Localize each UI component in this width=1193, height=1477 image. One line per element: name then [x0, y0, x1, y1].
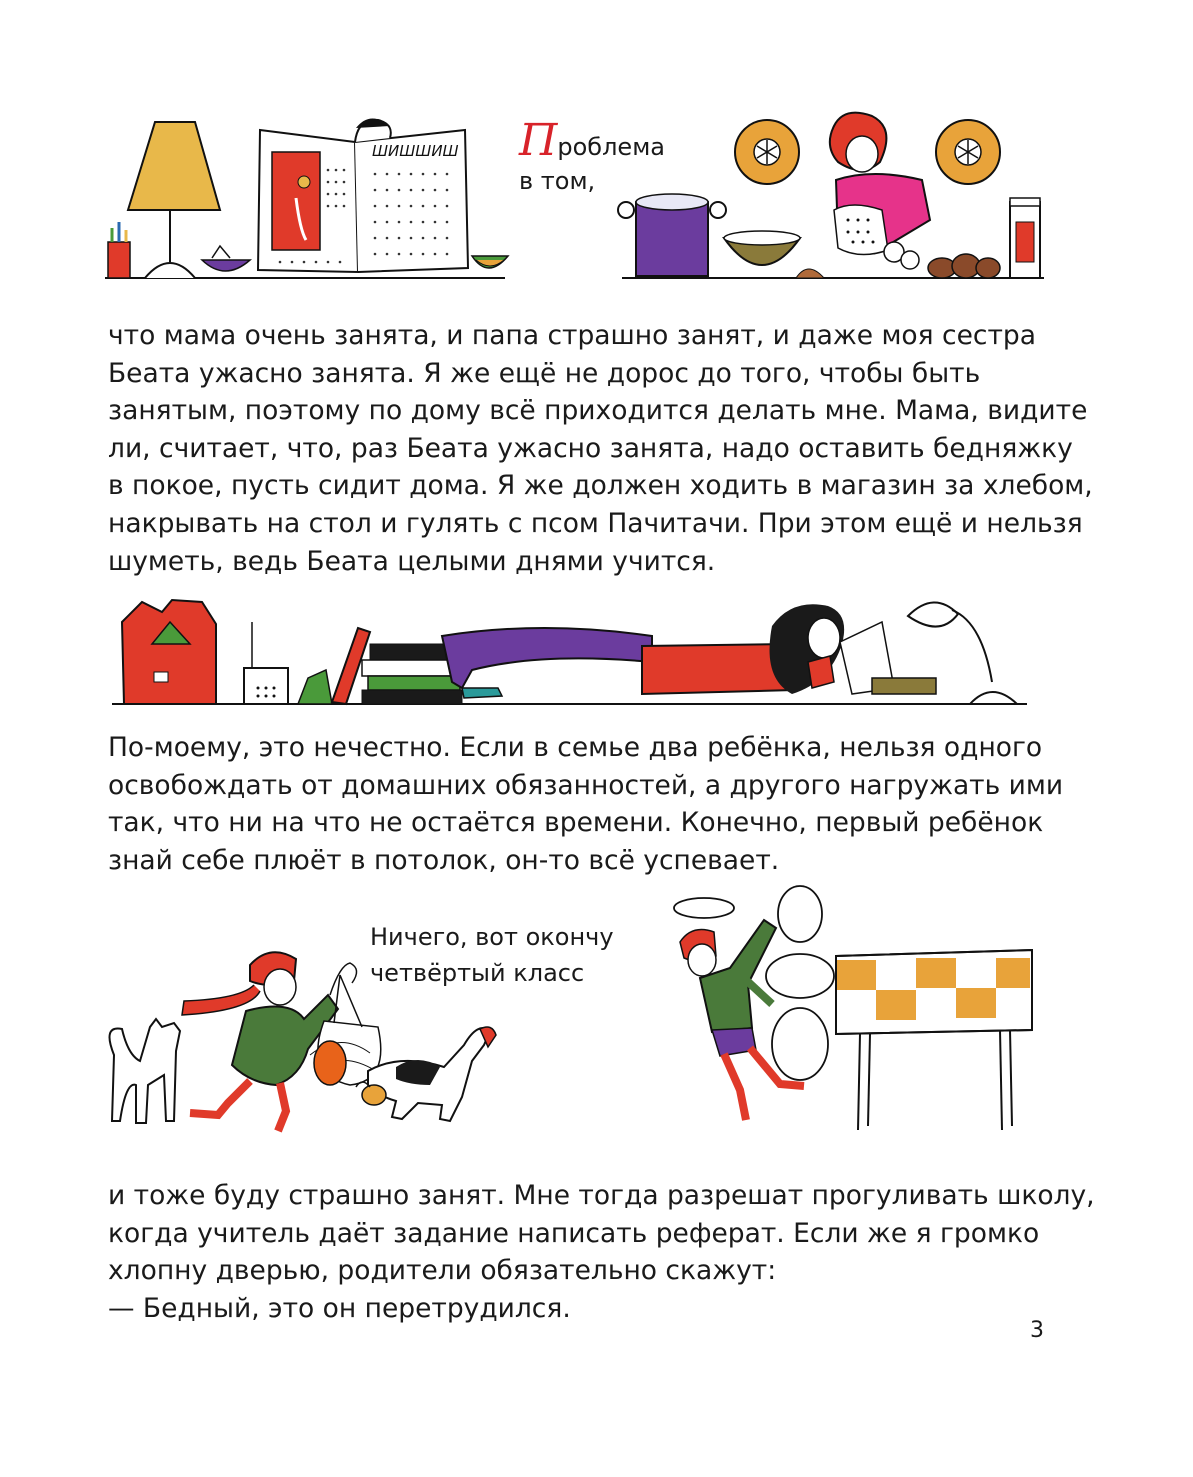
newspaper-headline: ШИШШИШ	[372, 142, 459, 160]
caption-line: четвёртый класс	[370, 959, 585, 987]
intro-line-1-rest: роблема	[557, 133, 666, 161]
page-number: 3	[1030, 1318, 1044, 1343]
text-line: и тоже буду страшно занят. Мне тогда разрешат прогуливать школу,	[108, 1180, 1095, 1211]
text-line: шуметь, ведь Беата целыми днями учится.	[108, 545, 716, 577]
text-line: хлопну дверью, родители обязательно скажут:	[108, 1255, 777, 1287]
paragraph-1	[108, 317, 1093, 580]
text-line: ли, считает, что, раз Беата ужасно занята, надо оставить бедняжку	[108, 432, 1073, 464]
text-line: накрывать на стол и гулять с псом Пачитачи. При этом ещё и нельзя	[108, 507, 1083, 539]
paragraph-3	[108, 1177, 1095, 1327]
illustration-father-reading	[100, 110, 510, 290]
text-line: По-моему, это нечестно. Если в семье два ребёнка, нельзя одного	[108, 732, 1043, 763]
text-line: в покое, пусть сидит дома. Я же должен ходить в магазин за хлебом,	[108, 470, 1093, 502]
text-line: — Бедный, это он перетрудился.	[108, 1292, 571, 1324]
drop-cap: П	[519, 115, 558, 166]
intro-line-2: в том,	[519, 167, 596, 195]
text-line: что мама очень занята, и папа страшно занят, и даже моя сестра	[108, 320, 1036, 351]
illustration-boy-with-dog	[100, 935, 505, 1145]
text-line: Беата ужасно занята. Я же ещё не дорос до того, чтобы быть	[108, 357, 981, 389]
text-line: занятым, поэтому по дому всё приходится делать мне. Мама, видите	[108, 395, 1088, 427]
illustration-boy-at-table	[660, 880, 1050, 1155]
illustration-sister-studying	[112, 592, 1032, 716]
text-line: когда учитель даёт задание написать реферат. Если же я громко	[108, 1217, 1040, 1249]
caption-line: Ничего, вот окончу	[370, 923, 614, 951]
text-line: освобождать от домашних обязанностей, а другого нагружать ими	[108, 769, 1064, 801]
paragraph-2	[108, 729, 1068, 879]
text-line: знай себе плюёт в потолок, он-то всё успевает.	[108, 844, 780, 876]
text-line: так, что ни на что не остаётся времени. Конечно, первый ребёнок	[108, 807, 1044, 839]
illustration-mother-cooking	[612, 110, 1052, 290]
